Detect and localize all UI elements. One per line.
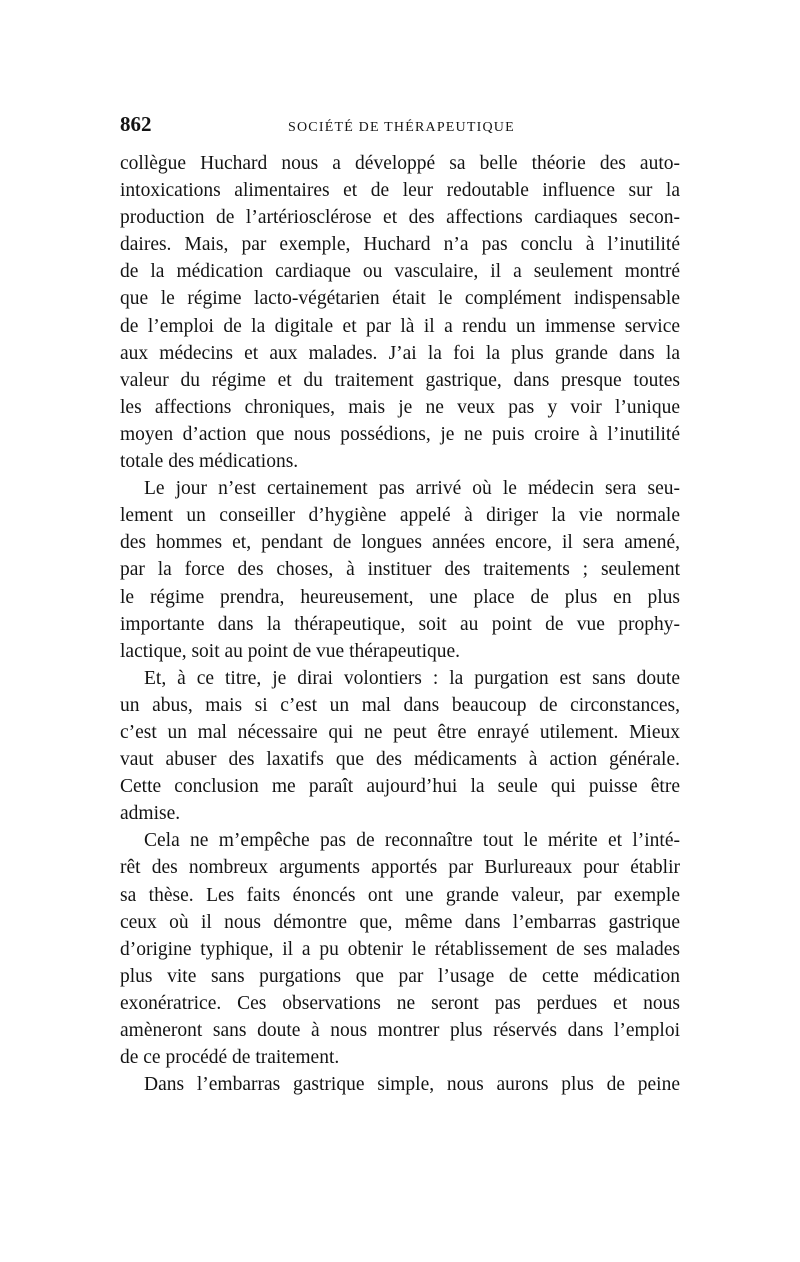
text-line: valeur du régime et du traitement gastrique, dans presque toutes bbox=[120, 369, 680, 391]
page-number: 862 bbox=[120, 112, 152, 136]
text-line: collègue Huchard nous a développé sa belle théorie des auto- bbox=[120, 153, 680, 174]
text-line: que le régime lacto-végétarien était le complément indispensable bbox=[120, 288, 680, 310]
text-line: aux médecins et aux malades. J’ai la foi la plus grande dans la bbox=[120, 342, 680, 364]
text-line: un abus, mais si c’est un mal dans beaucoup de circonstances, bbox=[120, 694, 680, 716]
text-line: production de l’artériosclérose et des affections cardiaques secon- bbox=[120, 207, 680, 229]
text-line: moyen d’action que nous possédions, je ne puis croire à l’inutilité bbox=[120, 423, 680, 445]
text-line: Dans l’embarras gastrique simple, nous aurons plus de peine bbox=[144, 1074, 680, 1096]
text-line: c’est un mal nécessaire qui ne peut être enrayé utilement. Mieux bbox=[120, 721, 680, 743]
text-line: importante dans la thérapeutique, soit au point de vue prophy- bbox=[120, 613, 680, 635]
text-line: le régime prendra, heureusement, une place de plus en plus bbox=[120, 586, 680, 608]
body-text bbox=[120, 150, 680, 1098]
text-line: Et, à ce titre, je dirai volontiers : la purgation est sans doute bbox=[144, 667, 680, 689]
text-line: les affections chroniques, mais je ne veux pas y voir l’unique bbox=[120, 396, 680, 418]
text-line: daires. Mais, par exemple, Huchard n’a pas conclu à l’inutilité bbox=[120, 234, 680, 256]
text-line: Cette conclusion me paraît aujourd’hui la seule qui puisse être bbox=[120, 776, 680, 798]
running-head bbox=[120, 112, 680, 146]
text-line: plus vite sans purgations que par l’usage de cette médication bbox=[120, 965, 680, 987]
text-line: totale des médications. bbox=[120, 451, 299, 473]
text-line: de ce procédé de traitement. bbox=[120, 1047, 340, 1069]
text-line: des hommes et, pendant de longues années encore, il sera amené, bbox=[120, 532, 680, 554]
text-line: intoxications alimentaires et de leur redoutable influence sur la bbox=[120, 180, 680, 202]
text-line: vaut abuser des laxatifs que des médicaments à action générale. bbox=[120, 749, 680, 771]
text-line: amèneront sans doute à nous montrer plus réservés dans l’emploi bbox=[120, 1020, 680, 1041]
text-line: de la médication cardiaque ou vasculaire, il a seulement montré bbox=[120, 261, 680, 283]
text-line: ceux où il nous démontre que, même dans l’embarras gastrique bbox=[120, 911, 680, 933]
text-line: lement un conseiller d’hygiène appelé à diriger la vie normale bbox=[120, 505, 680, 527]
text-line: lactique, soit au point de vue thérapeutique. bbox=[120, 640, 461, 662]
text-line: de l’emploi de la digitale et par là il a rendu un immense service bbox=[120, 315, 680, 337]
text-line: sa thèse. Les faits énoncés ont une grande valeur, par exemple bbox=[120, 884, 680, 906]
text-line: par la force des choses, à instituer des traitements ; seulement bbox=[120, 559, 680, 581]
text-line: exonératrice. Ces observations ne seront pas perdues et nous bbox=[120, 992, 680, 1014]
text-line: Cela ne m’empêche pas de reconnaître tout le mérite et l’inté- bbox=[144, 830, 680, 852]
page-content bbox=[120, 112, 680, 1098]
text-line: d’origine typhique, il a pu obtenir le rétablissement de ses malades bbox=[120, 938, 680, 960]
text-line: rêt des nombreux arguments apportés par Burlureaux pour établir bbox=[120, 857, 680, 879]
text-line: admise. bbox=[120, 803, 181, 825]
running-title: SOCIÉTÉ DE THÉRAPEUTIQUE bbox=[288, 120, 515, 135]
text-line: Le jour n’est certainement pas arrivé où le médecin sera seu- bbox=[144, 478, 680, 500]
